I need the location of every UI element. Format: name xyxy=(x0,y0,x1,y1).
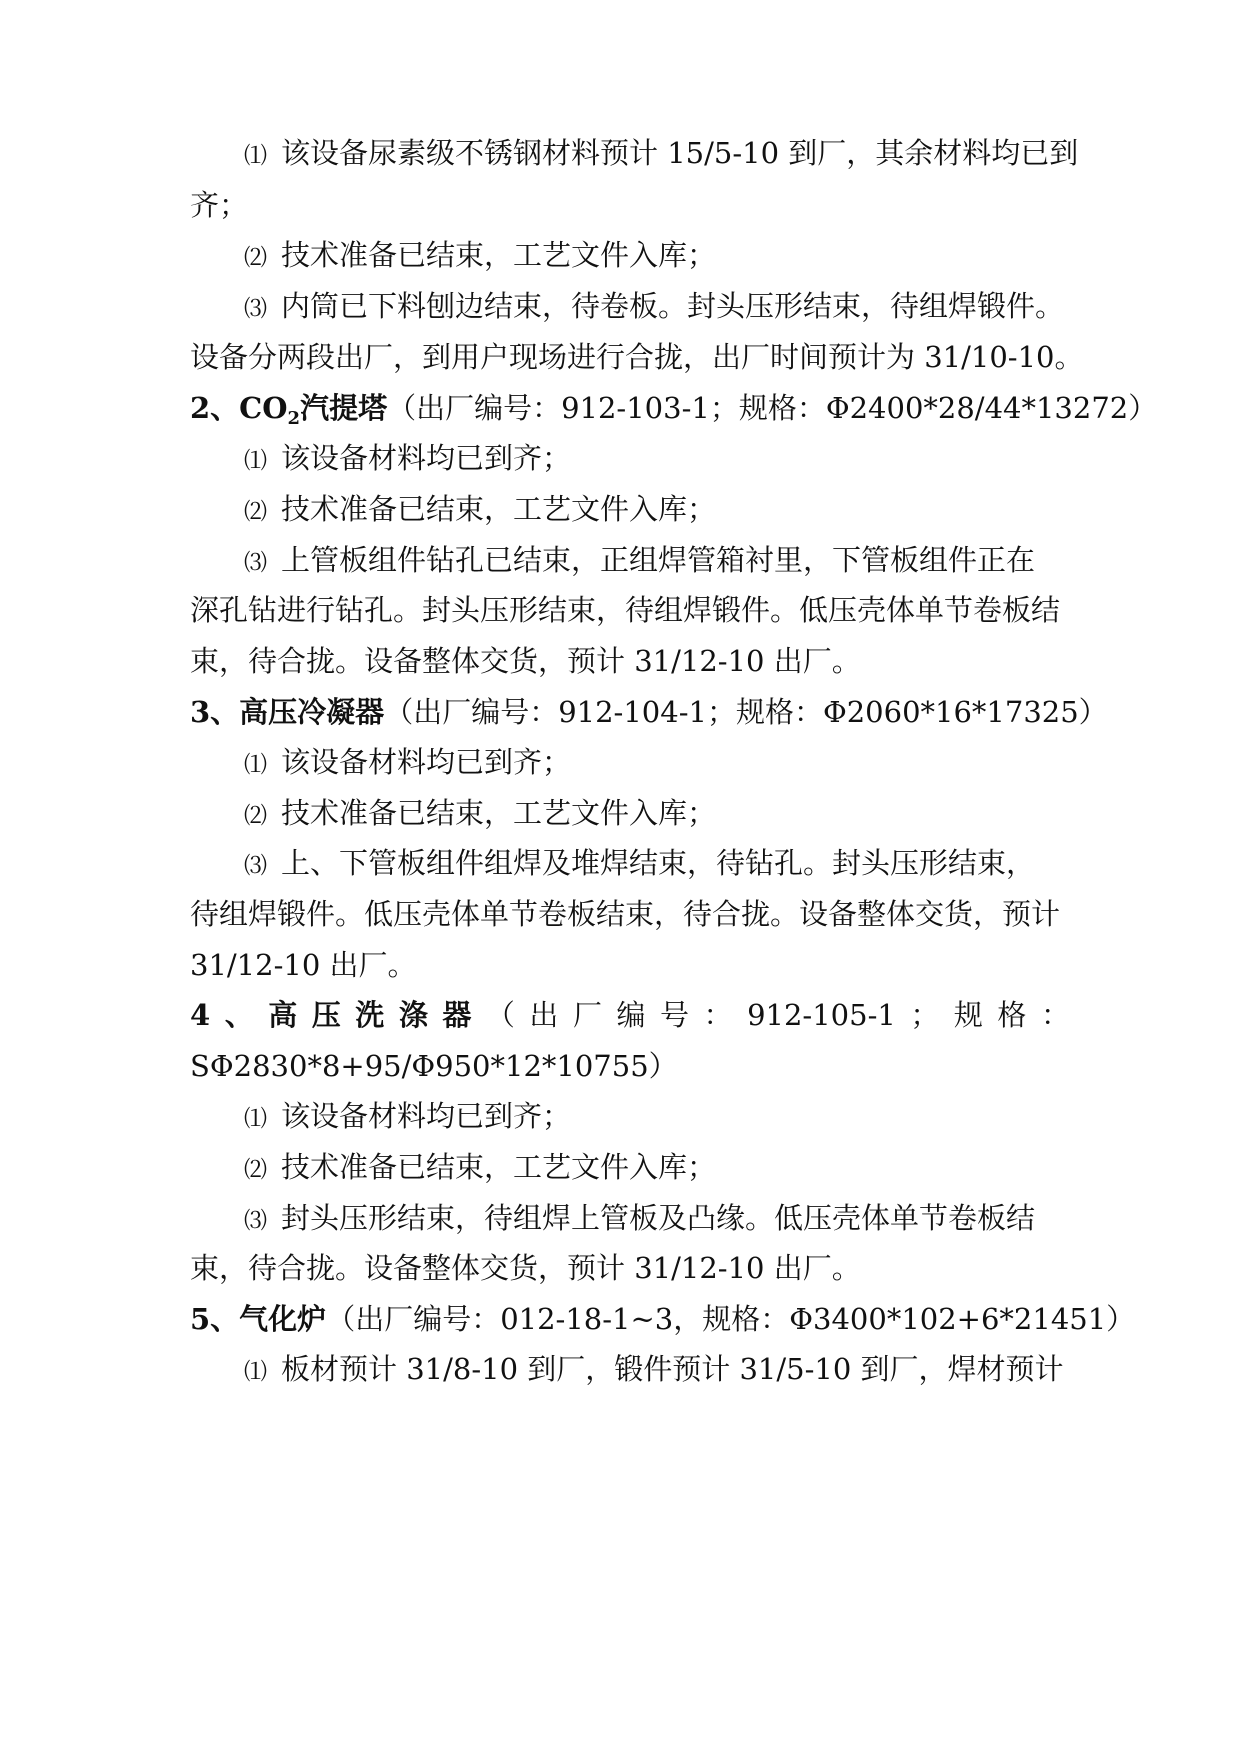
paragraph-text: 该设备材料均已到齐； xyxy=(281,441,572,475)
list-number: ⑶ xyxy=(244,1208,267,1234)
paragraph-line xyxy=(244,133,1079,173)
list-number: ⑶ xyxy=(244,853,267,879)
heading-token: 格 xyxy=(997,998,1027,1032)
list-number: ⑵ xyxy=(244,245,267,271)
heading-token: 编 xyxy=(616,998,646,1032)
heading-token: 高 xyxy=(268,998,298,1032)
heading-token: 器 xyxy=(442,998,472,1032)
section-heading xyxy=(190,388,1158,429)
heading-token: 912-105-1 xyxy=(747,998,896,1032)
paragraph-text: 内筒已下料刨边结束，待卷板。封头压形结束，待组焊锻件。 xyxy=(281,289,1065,323)
paragraph-line: 待组焊锻件。低压壳体单节卷板结束，待合拢。设备整体交货，预计 xyxy=(190,897,1061,931)
paragraph-text: 该设备材料均已到齐； xyxy=(281,745,572,779)
paragraph-line xyxy=(244,793,1070,833)
heading-spec: （出厂编号：012-18-1~3，规格：Φ3400*102+6*21451） xyxy=(326,1302,1136,1336)
paragraph-line xyxy=(244,742,1070,782)
heading-token: ； xyxy=(910,998,940,1032)
paragraph-text: 上、下管板组件组焊及堆焊结束，待钻孔。封头压形结束， xyxy=(281,846,1036,880)
heading-token: （ xyxy=(485,998,515,1032)
heading-token: 厂 xyxy=(572,998,602,1032)
paragraph-line xyxy=(244,1198,1070,1238)
paragraph-line xyxy=(244,438,1070,478)
paragraph-text: 该设备尿素级不锈钢材料预计 15/5-10 到厂，其余材料均已到 xyxy=(281,136,1079,170)
heading-title: 5、气化炉 xyxy=(190,1302,327,1336)
paragraph-line xyxy=(244,489,1070,529)
list-number: ⑵ xyxy=(244,803,267,829)
heading-token: 规 xyxy=(953,998,983,1032)
section-heading xyxy=(190,1299,1136,1339)
paragraph-line: 设备分两段出厂，到用户现场进行合拢，出厂时间预计为 31/10-10。 xyxy=(190,340,1084,374)
heading-token: ： xyxy=(1040,998,1070,1032)
list-number: ⑴ xyxy=(244,448,267,474)
paragraph-line: 31/12-10 出厂。 xyxy=(190,948,417,982)
section-heading xyxy=(190,692,1108,732)
paragraph-line: SΦ2830*8+95/Φ950*12*10755） xyxy=(190,1049,678,1083)
paragraph-text: 该设备材料均已到齐； xyxy=(281,1099,572,1133)
paragraph-line xyxy=(244,286,1070,326)
paragraph-line xyxy=(244,1349,1070,1389)
heading-spec: （出厂编号：912-103-1；规格：Φ2400*28/44*13272） xyxy=(387,391,1158,425)
list-number: ⑴ xyxy=(244,1359,267,1385)
paragraph-line: 深孔钻进行钻孔。封头压形结束，待组焊锻件。低压壳体单节卷板结 xyxy=(190,593,1061,627)
heading-token: 、 xyxy=(224,998,254,1032)
section-heading-spread xyxy=(190,995,1070,1035)
list-number: ⑴ xyxy=(244,1106,267,1132)
list-number: ⑶ xyxy=(244,550,267,576)
list-number: ⑵ xyxy=(244,1157,267,1183)
list-number: ⑵ xyxy=(244,499,267,525)
paragraph-text: 技术准备已结束，工艺文件入库； xyxy=(281,1150,717,1184)
paragraph-line xyxy=(244,1096,1070,1136)
paragraph-text: 上管板组件钻孔已结束，正组焊管箱衬里，下管板组件正在 xyxy=(281,543,1036,577)
heading-spec: （出厂编号：912-104-1；规格：Φ2060*16*17325） xyxy=(384,695,1108,729)
paragraph-line: 束，待合拢。设备整体交货，预计 31/12-10 出厂。 xyxy=(190,1251,861,1285)
list-number: ⑴ xyxy=(244,143,267,169)
paragraph-line xyxy=(244,843,1070,883)
heading-token: 涤 xyxy=(398,998,428,1032)
heading-token: 压 xyxy=(311,998,341,1032)
list-number: ⑴ xyxy=(244,752,267,778)
paragraph-line xyxy=(244,540,1070,580)
paragraph-text: 技术准备已结束，工艺文件入库； xyxy=(281,238,717,272)
heading-title: 2、$CO_2$汽提塔 xyxy=(190,391,388,429)
list-number: ⑶ xyxy=(244,296,267,322)
heading-title: 3、高压冷凝器 xyxy=(190,695,385,729)
paragraph-line: 齐； xyxy=(190,188,249,222)
paragraph-line xyxy=(244,1147,1070,1187)
heading-token: ： xyxy=(703,998,733,1032)
paragraph-text: 技术准备已结束，工艺文件入库； xyxy=(281,796,717,830)
paragraph-line: 束，待合拢。设备整体交货，预计 31/12-10 出厂。 xyxy=(190,644,861,678)
paragraph-text: 技术准备已结束，工艺文件入库； xyxy=(281,492,717,526)
heading-token: 洗 xyxy=(355,998,385,1032)
paragraph-text: 封头压形结束，待组焊上管板及凸缘。低压壳体单节卷板结 xyxy=(281,1201,1036,1235)
heading-token: 4 xyxy=(190,998,211,1032)
paragraph-text: 板材预计 31/8-10 到厂，锻件预计 31/5-10 到厂，焊材预计 xyxy=(281,1352,1064,1386)
paragraph-line xyxy=(244,235,1070,275)
heading-token: 出 xyxy=(529,998,559,1032)
heading-token: 号 xyxy=(660,998,690,1032)
